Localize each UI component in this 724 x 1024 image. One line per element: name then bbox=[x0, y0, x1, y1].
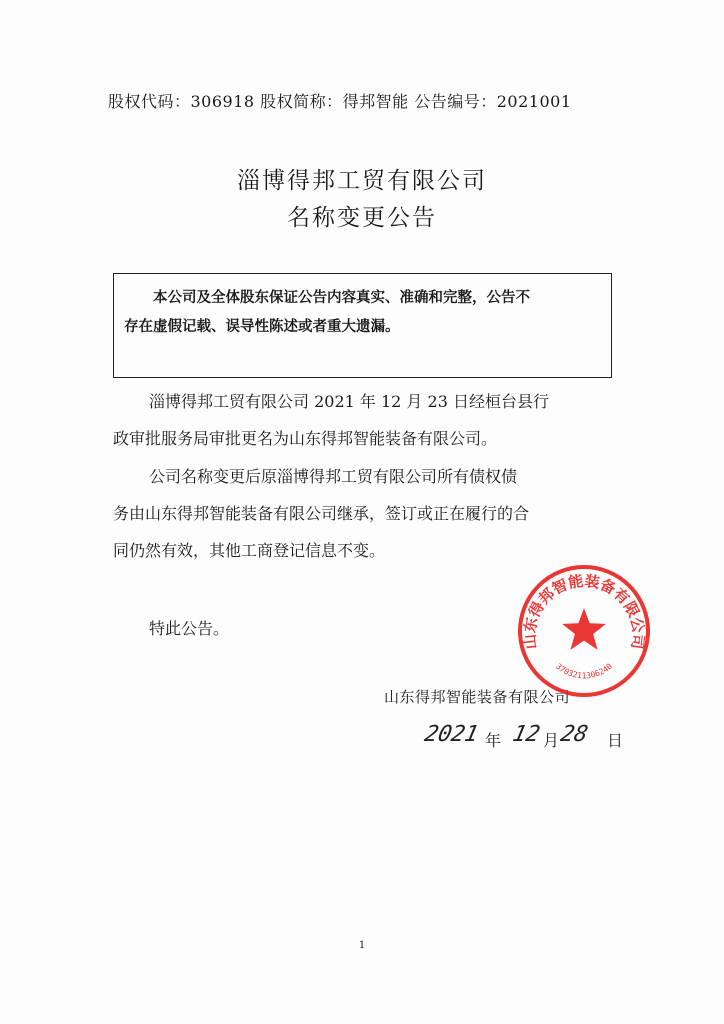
seal-name: 山东得邦智能装备有限公司 bbox=[520, 571, 648, 651]
seal-code-text bbox=[554, 662, 614, 681]
disclaimer-box bbox=[113, 273, 612, 378]
document-title-company: 淄博得邦工贸有限公司 bbox=[237, 168, 487, 194]
paragraph-debts bbox=[113, 458, 613, 569]
paragraph-line: 淄博得邦工贸有限公司 2021 年 12 月 23 日经桓台县行 bbox=[149, 392, 549, 411]
signing-company: 山东得邦智能装备有限公司 bbox=[384, 688, 571, 706]
disclaimer-line-2: 存在虚假记载、误导性陈述或者重大遗漏。 bbox=[124, 319, 400, 335]
paragraph-rename bbox=[113, 383, 613, 457]
paragraph-line: 同仍然有效，其他工商登记信息不变。 bbox=[113, 541, 386, 560]
paragraph-line: 政审批服务局审批更名为山东得邦智能装备有限公司。 bbox=[113, 429, 498, 448]
star-icon bbox=[562, 608, 606, 650]
paragraph-line: 务由山东得邦智能装备有限公司继承，签订或正在履行的合 bbox=[113, 504, 530, 523]
date-month-unit: 月 bbox=[543, 731, 560, 750]
date-year: 2021 bbox=[422, 722, 481, 747]
signing-date bbox=[422, 722, 655, 756]
company-seal bbox=[515, 562, 653, 700]
stock-info-line: 股权代码：306918 股权简称：得邦智能 公告编号：2021001 bbox=[108, 92, 572, 111]
date-month: 12 bbox=[510, 722, 543, 747]
document-title-notice: 名称变更公告 bbox=[287, 205, 437, 231]
date-day-unit: 日 bbox=[607, 731, 624, 750]
disclaimer-line-1: 本公司及全体股东保证公告内容真实、准确和完整，公告不 bbox=[153, 290, 530, 306]
paragraph-line: 公司名称变更后原淄博得邦工贸有限公司所有债权债 bbox=[149, 467, 518, 486]
date-day: 28 bbox=[558, 722, 591, 747]
paragraph-line: 特此公告。 bbox=[149, 619, 230, 638]
date-year-unit: 年 bbox=[485, 731, 502, 750]
page-number: 1 bbox=[358, 940, 366, 951]
seal-code: 3703211306240 bbox=[553, 661, 615, 681]
